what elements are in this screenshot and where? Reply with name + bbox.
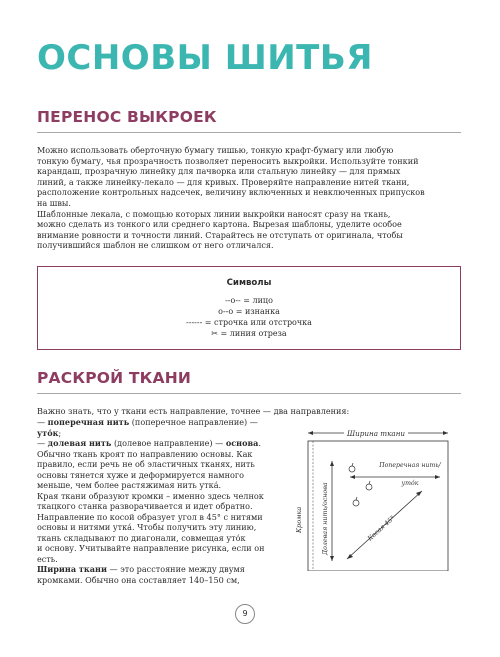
- page-title: ОСНОВЫ ШИТЬЯ: [37, 38, 373, 78]
- symbol-cut-line: ✂ = линия отреза: [211, 329, 287, 338]
- text-line: основы тянется хуже и деформируется намного: [37, 469, 244, 480]
- text-line: карандаш, прозрачную линейку для пачворка или стальную линейку — для прямых: [37, 166, 401, 177]
- weft-label-2: уто́к: [401, 480, 419, 487]
- weft-definition: [37, 417, 277, 438]
- text-line: расположение контрольных надсечек, величину включенных и невключенных припусков: [37, 187, 425, 198]
- text-line: ткацкого станка разворачивается и идет обратно.: [37, 501, 253, 511]
- text-line: Обычно ткань кроят по направлению основы. Как: [37, 448, 253, 459]
- width-arrow-right: [443, 431, 448, 435]
- text-line: и основу. Учитывайте направление рисунка, если он: [37, 543, 265, 553]
- fabric-text-column: [37, 417, 277, 585]
- text-line: ткань складывают по диагонали, совмещая уто́к: [37, 532, 246, 543]
- dash: —: [37, 417, 48, 427]
- symbols-title: Символы: [226, 278, 272, 288]
- fabric-rect: [308, 441, 448, 571]
- warp-definition: [37, 438, 277, 449]
- section-divider: [37, 132, 461, 133]
- text: (долевое направление) —: [111, 438, 226, 448]
- text-line: на швы.: [37, 197, 71, 208]
- text-line: Направление по косой образует угол в 45° с нитями: [37, 511, 263, 522]
- term-weft: поперечная нить: [47, 417, 130, 427]
- symbol-face: --о-- = лицо: [225, 296, 273, 305]
- text: .: [258, 438, 261, 448]
- page-number: 9: [235, 604, 255, 624]
- text: ;: [58, 427, 62, 438]
- text-line: линий, а также линейку-лекало — для кривых. Проверяйте направление нитей ткани,: [37, 176, 410, 187]
- width-arrow-left: [308, 431, 313, 435]
- text-line: получившийся шаблон не слишком от него отличался.: [37, 240, 274, 251]
- text-line: основы и нитями утка́. Чтобы получить эту линию,: [37, 522, 257, 532]
- symbols-box: [37, 266, 461, 350]
- text-line: внимание ровности и точности линий. Старайтесь не отступать от оригинала, чтобы: [37, 229, 403, 240]
- text-line: Можно использовать оберточную бумагу тишью, тонкую крафт-бумагу или любую: [37, 145, 394, 155]
- weft-label: Поперечная нить/: [379, 462, 441, 469]
- intro-text: Важно знать, что у ткани есть направление, точнее — два направления:: [37, 406, 350, 416]
- term-osnova: основа: [225, 438, 259, 448]
- warp-label: Долевая нить/основа: [322, 482, 329, 555]
- fabric-grain-diagram: [292, 421, 472, 571]
- width-definition: [37, 564, 277, 575]
- text-line: тонкую бумагу, чья прозрачность позволяет переносить выкройки. Используйте тонкий: [37, 155, 419, 166]
- width-label: Ширина ткани: [346, 429, 406, 438]
- text-line: можно сделать из тонкого или среднего картона. Вырезая шаблоны, уделите особое: [37, 219, 402, 230]
- text-line: Края ткани образуют кромки – именно здесь челнок: [37, 490, 264, 501]
- paragraph-tools: [37, 145, 461, 251]
- text-line: меньше, чем более растяжимая нить утка́.: [37, 480, 222, 490]
- text: — это расстояние между двумя: [106, 564, 245, 574]
- bias-label: Косая 45°: [365, 513, 397, 543]
- term-utok: уто́к: [37, 427, 59, 438]
- text: (поперечное направление) —: [129, 417, 258, 427]
- text-line: есть.: [37, 553, 58, 564]
- section-divider: [37, 393, 461, 394]
- selvage-label: Кромка: [295, 506, 303, 533]
- text-line: кромками. Обычно она составляет 140–150 см,: [37, 574, 240, 585]
- section-heading-pattern-transfer: ПЕРЕНОС ВЫКРОЕК: [37, 108, 217, 126]
- term-warp: долевая нить: [47, 438, 112, 448]
- symbol-reverse: о--о = изнанка: [218, 307, 280, 316]
- section-heading-fabric-cutting: РАСКРОЙ ТКАНИ: [37, 369, 192, 387]
- text-line: Шаблонные лекала, с помощью которых линии выкройки наносят сразу на ткань,: [37, 208, 391, 219]
- symbol-stitch: ------ = строчка или отстрочка: [186, 318, 312, 327]
- dash: —: [37, 438, 48, 448]
- text-line: правило, если речь не об эластичных тканях, нить: [37, 459, 255, 469]
- term-fabric-width: Ширина ткани: [37, 564, 107, 574]
